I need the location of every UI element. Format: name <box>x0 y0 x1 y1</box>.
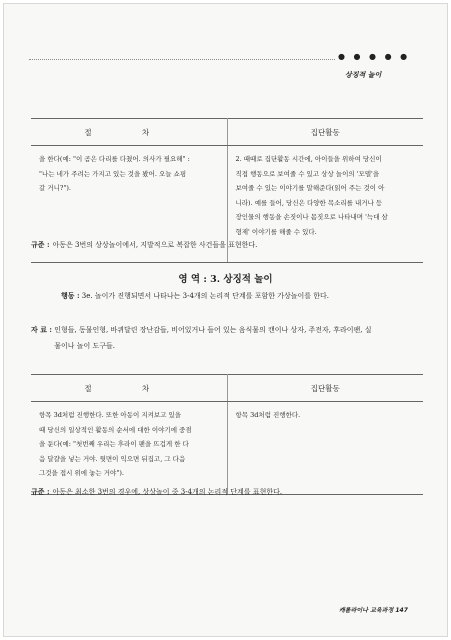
text-line: 항목 3d처럼 진행한다. <box>235 411 301 419</box>
section-title: 상징적 놀이 <box>345 71 382 79</box>
text-line: 그것을 접시 위에 놓는 거야"). <box>39 469 124 477</box>
text-line: 2. 때때로 집단활동 시간에, 아이들을 위하여 당신이 <box>235 155 382 163</box>
behavior-line: 행동 : 3e. 놀이가 진행되면서 나타나는 3-4개의 논리적 단계를 포함한 가상놀이를 한다. <box>61 291 329 300</box>
text-line: 인형들, 동물인형, 바퀴달린 장난감들, 비어있거나 들어 있는 음식물의 캔이나 상자, 주전자, 후라이팬, 실 <box>54 326 372 334</box>
text-line: 직접 행동으로 보여줄 수 있고 상상 놀이의 '모델'을 <box>235 169 380 178</box>
book-page <box>4 4 447 636</box>
text-line: 물이나 놀이 도구들. <box>54 342 115 350</box>
header-dots: ● ● ● ● ● <box>338 52 411 61</box>
criterion-2: 규준 : 아동은 최소한 3번의 경우에, 상상놀이 중 3-4개의 논리적 단계를 표현한다. <box>31 487 283 496</box>
text-line: 장인물의 행동을 손짓이나 몸짓으로 나타내며 '늑대 삼 <box>235 213 388 221</box>
text-line: 때 당신의 일상적인 활동의 순서에 대한 이야기에 중점 <box>39 425 192 434</box>
text-line: 음 달걀을 넣는 거야. 뒷면이 익으면 뒤집고, 그 다음 <box>39 454 186 463</box>
table1-header-group: 집단활동 <box>227 119 423 146</box>
table2-header-procedure: 절 차 <box>31 375 227 402</box>
text-line: 을 한다(예: "이 곰은 다리를 다쳤어. 의사가 필요해" : <box>39 155 190 163</box>
text-line: 항목 3d처럼 진행한다. 또한 아동이 지켜보고 있을 <box>39 411 182 419</box>
table1-header-procedure: 절 차 <box>31 119 227 146</box>
materials-block: 자 료 : 인형들, 동물인형, 바퀴달린 장난감들, 비어있거나 들어 있는 음식물의 캔이나 상자, 주전자, 후라이팬, 실 물이나 놀이 도구들. <box>31 322 429 354</box>
procedure-table-2 <box>31 374 423 495</box>
text-line: "나는 네가 주려는 가지고 있는 것을 봤어. 오늘 쇼핑 <box>39 169 187 178</box>
text-line: 보여줄 수 있는 이야기를 말해준다(읽어 주는 것이 아 <box>235 184 385 192</box>
text-line: 형제' 이야기를 해줄 수 있다. <box>235 227 317 236</box>
page-footer: 캐롤라이나 교육과정 147 <box>339 607 408 614</box>
area-title: 영 역 : 3. 상징적 놀이 <box>178 274 273 285</box>
table2-group-cell <box>227 402 423 495</box>
header-dotted-rule <box>29 59 335 60</box>
text-line: 을 둔다(예: "첫번째 우리는 후라이 팬을 뜨겁게 한 다 <box>39 440 189 448</box>
criterion-1: 규준 : 아동은 3번의 상상놀이에서, 지발적으로 복잡한 사건들을 표현한다. <box>31 240 258 249</box>
text-line: 니라). 예를 들어, 당신은 다양한 목소리를 내거나 등 <box>235 198 383 207</box>
table2-procedure-cell <box>31 402 227 495</box>
text-line: 갈 거니?"). <box>39 184 71 192</box>
table2-header-group: 집단활동 <box>227 375 423 402</box>
